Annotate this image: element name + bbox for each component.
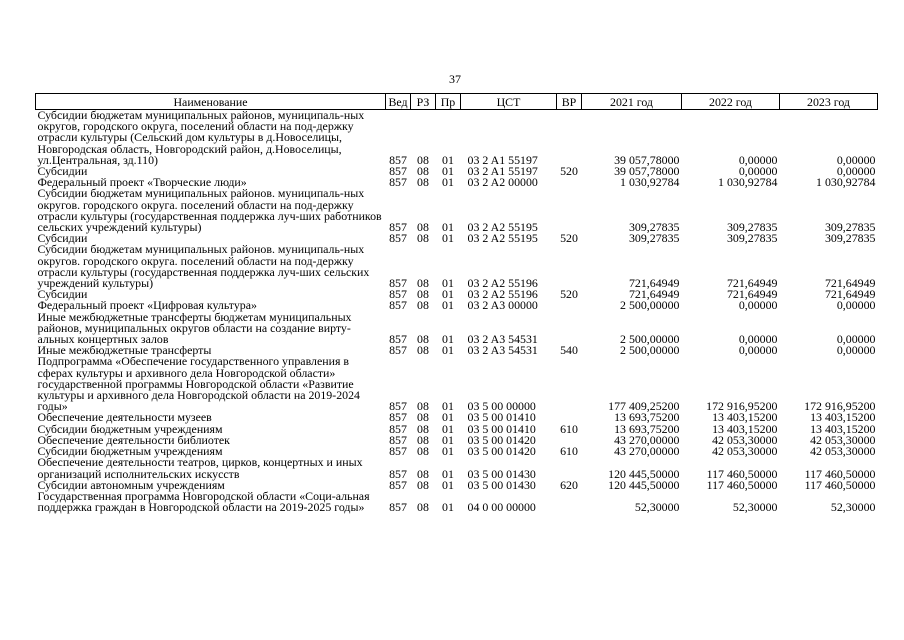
cell-rz: 08 <box>417 500 429 515</box>
cell-cst: 03 2 A1 55197 <box>467 152 538 167</box>
column-header-cst: ЦСТ <box>461 94 557 110</box>
cell-cst: 03 2 A3 54531 <box>467 343 538 358</box>
cell-vr <box>557 457 582 479</box>
cell-pr: 01 <box>442 220 454 235</box>
cell-cst: 03 5 00 01430 <box>467 466 536 481</box>
cell-vr <box>557 312 582 346</box>
cell-2022: 0,00000 <box>738 164 778 179</box>
cell-cst: 03 5 00 01410 <box>467 410 536 425</box>
cell-2021: 309,27835 <box>628 220 680 235</box>
cell-2022: 0,00000 <box>738 298 778 313</box>
cell-2021: 721,64949 <box>628 276 680 291</box>
cell-name: Иные межбюджетные трансферты <box>37 343 212 358</box>
column-header-pr: Пр <box>436 94 461 110</box>
cell-pr: 01 <box>442 276 454 291</box>
budget-table <box>35 93 878 513</box>
cell-2021: 2 500,00000 <box>620 298 680 313</box>
cell-ved: 857 <box>389 152 407 167</box>
cell-2023: 117 460,50000 <box>804 477 876 492</box>
cell-2023: 0,00000 <box>836 332 876 347</box>
cell-rz: 08 <box>417 410 429 425</box>
cell-pr: 01 <box>442 500 454 515</box>
cell-2022: 13 403,15200 <box>712 410 778 425</box>
cell-2022: 0,00000 <box>738 343 778 358</box>
cell-rz: 08 <box>417 276 429 291</box>
cell-2022: 13 403,15200 <box>712 421 778 436</box>
cell-pr: 01 <box>442 287 454 302</box>
cell-cst: 03 2 A2 00000 <box>467 175 538 190</box>
cell-rz: 08 <box>417 421 429 436</box>
cell-2021: 2 500,00000 <box>620 343 680 358</box>
cell-2021: 43 270,00000 <box>614 444 680 459</box>
cell-vr <box>557 188 582 233</box>
cell-2023: 309,27835 <box>824 220 876 235</box>
page-number: 37 <box>449 72 461 86</box>
cell-2021: 721,64949 <box>628 287 680 302</box>
cell-2023: 13 403,15200 <box>810 410 876 425</box>
cell-pr: 01 <box>442 164 454 179</box>
cell-name: Федеральный проект «Творческие люди» <box>37 175 247 190</box>
cell-2022: 42 053,30000 <box>712 432 778 447</box>
cell-cst: 03 2 A2 55195 <box>467 220 538 235</box>
cell-2023: 0,00000 <box>836 152 876 167</box>
cell-rz: 08 <box>417 332 429 347</box>
cell-vr: 610 <box>560 444 578 459</box>
cell-2022: 172 916,95200 <box>706 399 778 414</box>
cell-ved: 857 <box>389 466 407 481</box>
cell-vr <box>557 300 582 311</box>
cell-2022: 309,27835 <box>726 231 778 246</box>
cell-pr: 01 <box>442 466 454 481</box>
cell-2023: 52,30000 <box>830 500 876 515</box>
cell-2022: 0,00000 <box>738 332 778 347</box>
cell-2022: 309,27835 <box>726 220 778 235</box>
cell-2021: 120 445,50000 <box>608 477 680 492</box>
cell-pr: 01 <box>442 175 454 190</box>
cell-ved: 857 <box>389 220 407 235</box>
cell-cst: 03 5 00 01410 <box>467 421 536 436</box>
cell-rz: 08 <box>417 432 429 447</box>
cell-name: Субсидии бюджетам муниципальных районов. муниципаль-ных округов. городского округа. поселений области на под-держку отрасли культуры (государственная поддержка луч-ших работников сельских учреждений культуры) <box>37 186 382 235</box>
cell-cst: 03 5 00 01430 <box>467 477 536 492</box>
cell-2022: 117 460,50000 <box>706 466 778 481</box>
cell-vr: 620 <box>560 477 578 492</box>
cell-ved: 857 <box>389 298 407 313</box>
cell-cst: 03 5 00 01420 <box>467 444 536 459</box>
table-row <box>36 312 878 346</box>
cell-vr: 520 <box>560 287 578 302</box>
cell-rz: 08 <box>417 220 429 235</box>
table-body <box>36 110 878 514</box>
cell-2021: 2 500,00000 <box>620 332 680 347</box>
cell-2023: 721,64949 <box>824 287 876 302</box>
cell-rz: 08 <box>417 477 429 492</box>
cell-rz: 08 <box>417 287 429 302</box>
cell-rz: 08 <box>417 231 429 246</box>
cell-name: Иные межбюджетные трансферты бюджетам муниципальных районов, муниципальных округов области на создание вирту-альных концертных залов <box>37 309 352 347</box>
cell-pr: 01 <box>442 432 454 447</box>
cell-cst: 03 2 A2 55196 <box>467 287 538 302</box>
cell-ved: 857 <box>389 421 407 436</box>
cell-2023: 0,00000 <box>836 343 876 358</box>
table-row <box>36 491 878 513</box>
cell-name: Субсидии бюджетам муниципальных районов, муниципаль-ных округов, городского округа, поселений области на под-держку отрасли культуры (Сельский дом культуры в д.Новоселицы, Новгородская область, Новгородский район, д.Новоселицы, ул.Центральная, зд.110) <box>37 108 365 167</box>
cell-pr: 01 <box>442 298 454 313</box>
cell-ved: 857 <box>389 410 407 425</box>
table-row <box>36 457 878 479</box>
cell-2023: 1 030,92784 <box>816 175 876 190</box>
cell-pr: 01 <box>442 410 454 425</box>
cell-vr <box>557 491 582 513</box>
cell-vr <box>557 177 582 188</box>
cell-2021: 13 693,75200 <box>614 421 680 436</box>
cell-2022: 0,00000 <box>738 152 778 167</box>
cell-2022: 721,64949 <box>726 287 778 302</box>
cell-rz: 08 <box>417 175 429 190</box>
cell-2023: 117 460,50000 <box>804 466 876 481</box>
cell-2021: 52,30000 <box>634 500 680 515</box>
cell-cst: 03 5 00 00000 <box>467 399 536 414</box>
cell-cst: 03 2 A3 54531 <box>467 332 538 347</box>
cell-rz: 08 <box>417 343 429 358</box>
cell-cst: 03 2 A3 00000 <box>467 298 538 313</box>
cell-pr: 01 <box>442 152 454 167</box>
cell-2021: 177 409,25200 <box>608 399 680 414</box>
cell-pr: 01 <box>442 477 454 492</box>
cell-rz: 08 <box>417 298 429 313</box>
cell-2023: 0,00000 <box>836 298 876 313</box>
cell-ved: 857 <box>389 399 407 414</box>
cell-ved: 857 <box>389 231 407 246</box>
table-row <box>36 188 878 233</box>
cell-2023: 42 053,30000 <box>810 444 876 459</box>
cell-name: Субсидии <box>37 231 88 246</box>
cell-vr: 520 <box>560 164 578 179</box>
cell-name: Обеспечение деятельности библиотек <box>37 432 230 447</box>
column-header-rz: РЗ <box>411 94 436 110</box>
cell-vr <box>557 110 582 167</box>
cell-pr: 01 <box>442 231 454 246</box>
cell-cst: 03 2 A2 55196 <box>467 276 538 291</box>
cell-name: Субсидии <box>37 164 88 179</box>
cell-rz: 08 <box>417 399 429 414</box>
cell-2021: 43 270,00000 <box>614 432 680 447</box>
cell-vr <box>557 356 582 412</box>
cell-ved: 857 <box>389 477 407 492</box>
cell-2021: 39 057,78000 <box>614 164 680 179</box>
cell-ved: 857 <box>389 276 407 291</box>
cell-cst: 03 2 A1 55197 <box>467 164 538 179</box>
cell-2022: 42 053,30000 <box>712 444 778 459</box>
cell-name: Обеспечение деятельности театров, цирков, концертных и иных организаций исполнительских искусств <box>37 455 363 481</box>
cell-2022: 52,30000 <box>732 500 778 515</box>
cell-2021: 309,27835 <box>628 231 680 246</box>
column-header-ved: Вед <box>386 94 411 110</box>
cell-ved: 857 <box>389 343 407 358</box>
cell-pr: 01 <box>442 421 454 436</box>
cell-name: Субсидии бюджетным учреждениям <box>37 421 223 436</box>
column-header-2022: 2022 год <box>682 94 780 110</box>
column-header-name: Наименование <box>36 94 386 110</box>
cell-name: Субсидии автономным учреждениям <box>37 477 225 492</box>
cell-name: Субсидии бюджетам муниципальных районов. муниципаль-ных округов. городского округа. поселений области на под-держку отрасли культуры (государственная поддержка луч-ших сельских учреждений культуры) <box>37 242 370 291</box>
cell-2023: 13 403,15200 <box>810 421 876 436</box>
cell-cst: 03 2 A2 55195 <box>467 231 538 246</box>
cell-rz: 08 <box>417 466 429 481</box>
cell-ved: 857 <box>389 444 407 459</box>
cell-ved: 857 <box>389 175 407 190</box>
cell-name: Субсидии <box>37 287 88 302</box>
column-header-2021: 2021 год <box>582 94 682 110</box>
cell-2021: 120 445,50000 <box>608 466 680 481</box>
cell-2022: 117 460,50000 <box>706 477 778 492</box>
cell-pr: 01 <box>442 332 454 347</box>
cell-name: Обеспечение деятельности музеев <box>37 410 212 425</box>
cell-2023: 0,00000 <box>836 164 876 179</box>
cell-2023: 721,64949 <box>824 276 876 291</box>
table-row <box>36 244 878 289</box>
cell-ved: 857 <box>389 164 407 179</box>
cell-vr <box>557 244 582 289</box>
cell-pr: 01 <box>442 399 454 414</box>
cell-pr: 01 <box>442 444 454 459</box>
cell-2022: 721,64949 <box>726 276 778 291</box>
table-row <box>36 356 878 412</box>
column-header-vr: ВР <box>557 94 582 110</box>
cell-cst: 04 0 00 00000 <box>467 500 536 515</box>
cell-ved: 857 <box>389 287 407 302</box>
cell-ved: 857 <box>389 500 407 515</box>
cell-vr: 540 <box>560 343 578 358</box>
table-row <box>36 110 878 167</box>
cell-rz: 08 <box>417 152 429 167</box>
cell-vr: 520 <box>560 231 578 246</box>
cell-2023: 172 916,95200 <box>804 399 876 414</box>
cell-cst: 03 5 00 01420 <box>467 432 536 447</box>
cell-ved: 857 <box>389 332 407 347</box>
cell-name: Государственная программа Новгородской области «Соци-альная поддержка граждан в Новгородской области на 2019-2025 годы» <box>37 488 370 515</box>
cell-name: Подпрограмма «Обеспечение государственного управления в сферах культуры и архивного дела Новгородской области» государственной программы Новгородской области «Развитие культуры и архивного дела Новгородской области на 2019-2024 годы» <box>37 354 360 414</box>
cell-2021: 39 057,78000 <box>614 152 680 167</box>
cell-name: Федеральный проект «Цифровая культура» <box>37 298 257 313</box>
cell-2021: 1 030,92784 <box>620 175 680 190</box>
cell-vr: 610 <box>560 421 578 436</box>
column-header-2023: 2023 год <box>780 94 878 110</box>
cell-2023: 309,27835 <box>824 231 876 246</box>
cell-ved: 857 <box>389 432 407 447</box>
cell-2022: 1 030,92784 <box>718 175 778 190</box>
cell-2023: 42 053,30000 <box>810 432 876 447</box>
cell-2021: 13 693,75200 <box>614 410 680 425</box>
cell-rz: 08 <box>417 444 429 459</box>
cell-name: Субсидии бюджетным учреждениям <box>37 444 223 459</box>
cell-pr: 01 <box>442 343 454 358</box>
cell-rz: 08 <box>417 164 429 179</box>
